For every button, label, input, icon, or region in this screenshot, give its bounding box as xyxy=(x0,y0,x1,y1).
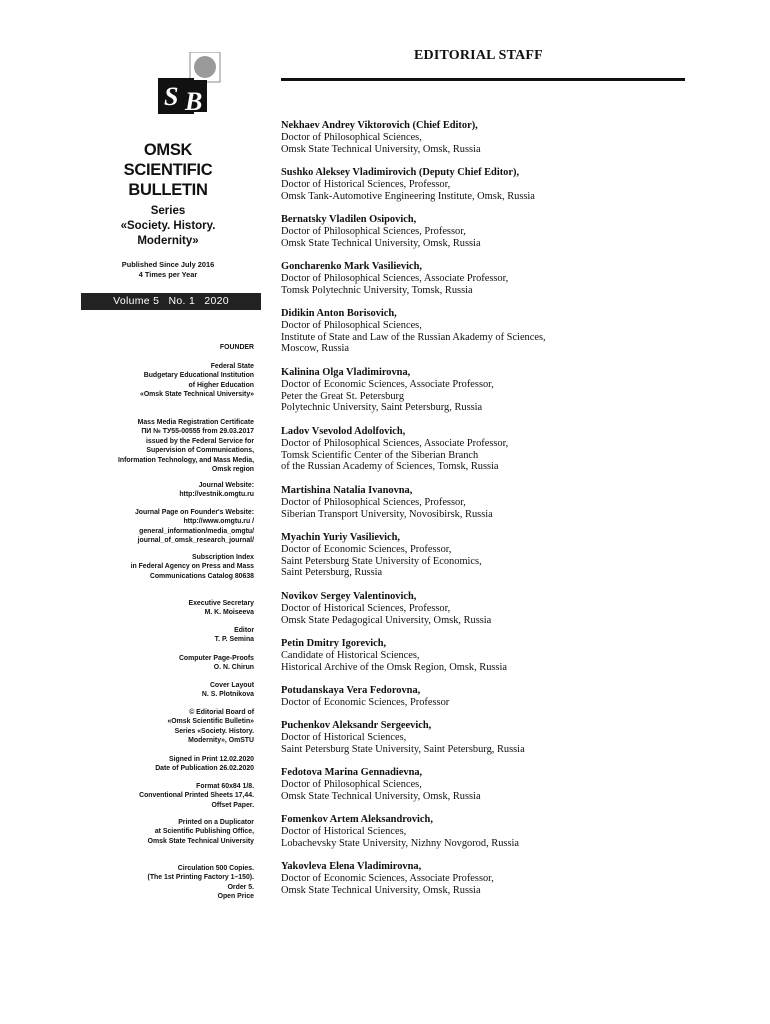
staff-member xyxy=(281,426,508,473)
member-detail: Moscow, Russia xyxy=(281,343,350,355)
published-line: 4 Times per Year xyxy=(138,270,198,279)
subscription-block xyxy=(131,553,254,581)
founder-heading xyxy=(220,343,254,352)
volume-bar xyxy=(81,293,261,310)
editorial-staff-heading: EDITORIAL STAFF xyxy=(414,48,543,63)
dates-line: Date of Publication 26.02.2020 xyxy=(155,765,254,773)
issue-year: 2020 xyxy=(204,295,229,307)
circulation-line: Open Price xyxy=(217,893,254,901)
circulation-line: Circulation 500 Copies. xyxy=(177,865,254,872)
staff-member xyxy=(281,214,481,249)
member-name: Potudanskaya Vera Fedorovna, xyxy=(281,685,421,696)
subscription-line: Communications Catalog 80638 xyxy=(149,572,254,580)
founder-page-block xyxy=(135,508,254,546)
cover-layout-line: N. S. Plotnikova xyxy=(201,691,254,699)
member-detail: Doctor of Economic Sciences, Professor, xyxy=(281,543,452,555)
series-line: Modernity» xyxy=(137,235,199,247)
staff-member xyxy=(281,167,535,202)
member-detail: Lobachevsky State University, Nizhny Novgorod, Russia xyxy=(281,837,519,849)
member-name: Puchenkov Aleksandr Sergeevich, xyxy=(281,720,432,731)
svg-text:B: B xyxy=(185,87,203,116)
member-name: Goncharenko Mark Vasilievich, xyxy=(281,261,422,272)
heading-divider xyxy=(281,78,685,81)
copyright-line: «Omsk Scientific Bulletin» xyxy=(167,718,254,726)
founder-page-link[interactable]: general_information/media_omgtu/ xyxy=(139,527,254,535)
svg-text:S: S xyxy=(164,82,179,111)
format-line: Format 60x84 1/8. xyxy=(196,783,254,790)
page-proofs-line: O. N. Chirun xyxy=(213,664,254,672)
member-detail: Omsk State Technical University, Omsk, Russia xyxy=(281,884,481,896)
exec-secretary-block xyxy=(188,599,254,618)
copyright-block xyxy=(167,708,254,746)
staff-member xyxy=(281,720,525,755)
member-detail: Saint Petersburg State University of Economics, xyxy=(281,555,482,567)
member-name: Sushko Aleksey Vladimirovich (Deputy Chief Editor), xyxy=(281,167,520,178)
volume-label: Volume 5 xyxy=(113,295,160,307)
member-name: Petin Dmitry Igorevich, xyxy=(281,638,387,649)
member-detail: Doctor of Philosophical Sciences, xyxy=(281,778,422,790)
subscription-line: in Federal Agency on Press and Mass xyxy=(130,563,254,571)
series-line: «Society. History. xyxy=(120,220,216,232)
issue-number: No. 1 xyxy=(168,295,196,307)
member-name: Martishina Natalia Ivanovna, xyxy=(281,485,413,496)
copyright-line: Modernity», OmSTU xyxy=(188,737,254,745)
founder-page-label: Journal Page on Founder's Website: xyxy=(134,509,254,516)
member-detail: Doctor of Historical Sciences, Professor, xyxy=(281,178,451,190)
printed-block xyxy=(148,818,254,846)
staff-member xyxy=(281,591,491,626)
circulation-block xyxy=(148,864,254,902)
copyright-line: Series «Society. History. xyxy=(174,727,254,735)
founder-heading-text: FOUNDER xyxy=(219,344,254,351)
founder-block xyxy=(140,362,254,400)
member-detail: Institute of State and Law of the Russian Akademy of Sciences, xyxy=(281,331,546,343)
circulation-line: (The 1st Printing Factory 1–150). xyxy=(147,874,254,882)
member-name: Novikov Sergey Valentinovich, xyxy=(281,591,417,602)
staff-member xyxy=(281,261,508,296)
member-detail: Doctor of Philosophical Sciences, Associate Professor, xyxy=(281,437,509,449)
editor-line: Editor xyxy=(234,627,254,634)
member-detail: Siberian Transport University, Novosibirsk, Russia xyxy=(281,508,493,520)
member-detail: Historical Archive of the Omsk Region, Omsk, Russia xyxy=(281,661,507,673)
journal-series xyxy=(100,204,236,249)
staff-member xyxy=(281,814,519,849)
member-detail: Doctor of Philosophical Sciences, xyxy=(281,131,422,143)
member-detail: Omsk State Technical University, Omsk, Russia xyxy=(281,237,481,249)
publication-frequency xyxy=(100,260,236,280)
printed-line: at Scientific Publishing Office, xyxy=(154,828,254,836)
staff-member xyxy=(281,532,482,579)
staff-member xyxy=(281,861,494,896)
title-line: SCIENTIFIC xyxy=(123,161,213,179)
title-line: BULLETIN xyxy=(128,181,208,199)
member-detail: Peter the Great St. Petersburg xyxy=(281,390,405,402)
format-block xyxy=(139,782,254,810)
member-detail: Omsk Tank-Automotive Engineering Institute, Omsk, Russia xyxy=(281,190,535,202)
logo-graphic xyxy=(158,52,228,116)
member-detail: Polytechnic University, Saint Petersburg, Russia xyxy=(281,402,483,414)
page-proofs-block xyxy=(179,654,254,673)
website-link[interactable]: http://vestnik.omgtu.ru xyxy=(179,491,254,499)
member-name: Fomenkov Artem Aleksandrovich, xyxy=(281,814,433,825)
member-detail: Omsk State Technical University, Omsk, Russia xyxy=(281,790,481,802)
registration-line: Omsk region xyxy=(211,466,254,474)
member-detail: Doctor of Historical Sciences, xyxy=(281,825,407,837)
cover-layout-block xyxy=(202,681,254,700)
copyright-line: © Editorial Board of xyxy=(189,709,254,716)
member-detail: of the Russian Academy of Sciences, Tomsk, Russia xyxy=(281,461,499,473)
staff-member xyxy=(281,120,481,155)
member-detail: Omsk State Technical University, Omsk, Russia xyxy=(281,143,481,155)
registration-line: Information Technology, and Mass Media, xyxy=(117,456,254,464)
cover-layout-line: Cover Layout xyxy=(209,682,254,689)
member-detail: Doctor of Philosophical Sciences, Professor, xyxy=(281,496,466,508)
staff-member xyxy=(281,367,494,414)
journal-title xyxy=(100,140,236,200)
editor-line: T. P. Semina xyxy=(214,636,254,644)
registration-line: issued by the Federal Service for xyxy=(146,437,254,445)
website-block xyxy=(179,481,254,500)
member-detail: Doctor of Philosophical Sciences, Associate Professor, xyxy=(281,272,509,284)
staff-member xyxy=(281,308,546,355)
editor-block xyxy=(215,626,254,645)
member-name: Kalinina Olga Vladimirovna, xyxy=(281,367,411,378)
page-proofs-line: Computer Page-Proofs xyxy=(178,655,254,662)
member-name: Didikin Anton Borisovich, xyxy=(281,308,397,319)
founder-line: «Omsk State Technical University» xyxy=(139,391,254,399)
member-detail: Doctor of Historical Sciences, xyxy=(281,731,407,743)
subscription-line: Subscription Index xyxy=(191,554,254,561)
member-detail: Omsk State Pedagogical University, Omsk, Russia xyxy=(281,614,492,626)
member-detail: Doctor of Economic Sciences, Associate Professor, xyxy=(281,378,494,390)
member-name: Yakovleva Elena Vladimirovna, xyxy=(281,861,422,872)
published-line: Published Since July 2016 xyxy=(121,260,215,269)
founder-page-link[interactable]: http://www.omgtu.ru / xyxy=(183,518,254,526)
staff-member xyxy=(281,767,481,802)
registration-line: Supervision of Communications, xyxy=(146,447,254,455)
founder-line: Budgetary Educational Institution xyxy=(143,372,254,380)
member-detail: Tomsk Polytechnic University, Tomsk, Russia xyxy=(281,284,473,296)
member-detail: Doctor of Historical Sciences, Professor, xyxy=(281,602,451,614)
printed-line: Printed on a Duplicator xyxy=(178,819,254,826)
exec-secretary-line: Executive Secretary xyxy=(188,600,254,607)
dates-block xyxy=(155,755,254,774)
printed-line: Omsk State Technical University xyxy=(147,837,254,845)
member-detail: Candidate of Historical Sciences, xyxy=(281,649,420,661)
member-detail: Doctor of Economic Sciences, Associate Professor, xyxy=(281,872,494,884)
member-name: Myachin Yuriy Vasilievich, xyxy=(281,532,401,543)
founder-page-link[interactable]: journal_of_omsk_research_journal/ xyxy=(137,537,254,545)
member-detail: Doctor of Philosophical Sciences, Professor, xyxy=(281,225,466,237)
member-name: Ladov Vsevolod Adolfovich, xyxy=(281,426,406,437)
member-detail: Saint Petersburg State University, Saint Petersburg, Russia xyxy=(281,743,525,755)
registration-line: Mass Media Registration Certificate xyxy=(137,419,254,426)
member-name: Nekhaev Andrey Viktorovich (Chief Editor), xyxy=(281,120,478,131)
series-line: Series xyxy=(150,205,186,217)
member-detail: Tomsk Scientific Center of the Siberian Branch xyxy=(281,449,479,461)
website-label: Journal Website: xyxy=(198,482,254,489)
circulation-line: Order 5. xyxy=(227,883,254,891)
exec-secretary-line: M. K. Moiseeva xyxy=(204,609,254,617)
founder-line: of Higher Education xyxy=(188,381,254,389)
title-line: OMSK xyxy=(143,141,193,159)
member-detail: Doctor of Philosophical Sciences, xyxy=(281,319,422,331)
staff-member xyxy=(281,638,507,673)
format-line: Conventional Printed Sheets 17,44. xyxy=(139,792,254,800)
member-detail: Saint Petersburg, Russia xyxy=(281,567,383,579)
format-line: Offset Paper. xyxy=(211,801,254,809)
dates-line: Signed in Print 12.02.2020 xyxy=(168,756,254,763)
founder-line: Federal State xyxy=(210,363,254,370)
registration-block xyxy=(118,418,254,474)
member-name: Bernatsky Vladilen Osipovich, xyxy=(281,214,417,225)
staff-member xyxy=(281,685,449,709)
registration-line: ПИ № ТУ55-00555 from 29.03.2017 xyxy=(141,428,254,436)
member-name: Fedotova Marina Gennadievna, xyxy=(281,767,423,778)
member-detail: Doctor of Economic Sciences, Professor xyxy=(281,696,450,708)
journal-logo xyxy=(158,52,228,116)
staff-member xyxy=(281,485,493,520)
